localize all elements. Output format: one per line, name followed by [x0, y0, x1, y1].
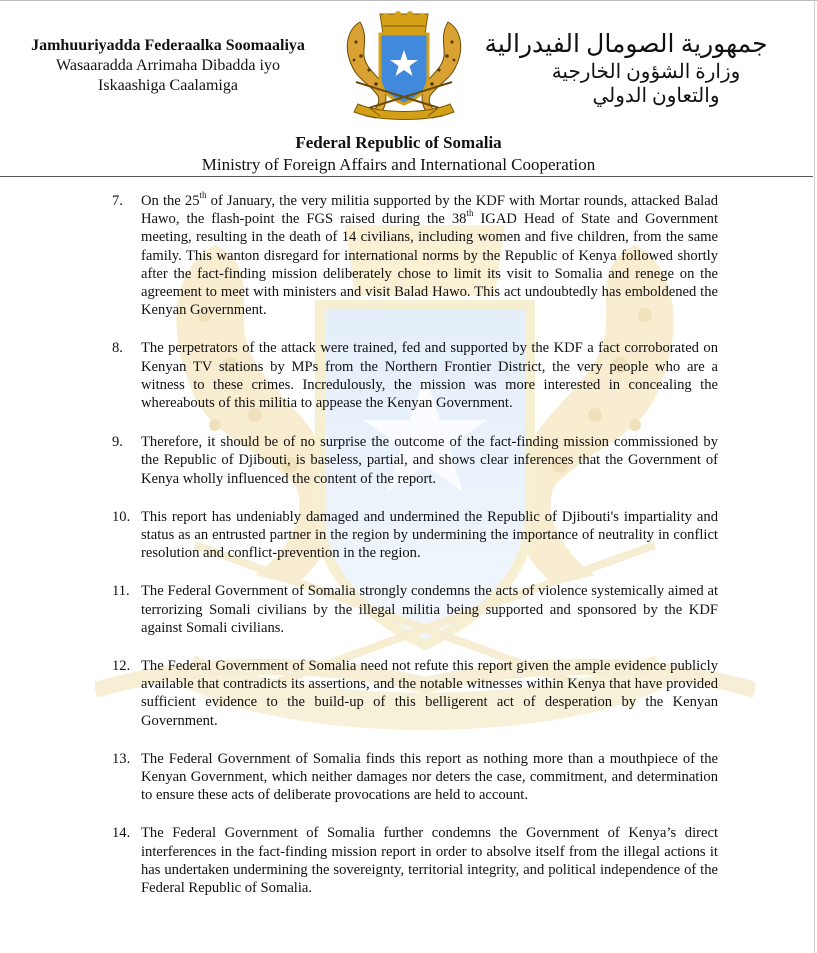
item-number: 12. — [112, 658, 131, 675]
english-state-name: Federal Republic of Somalia — [295, 133, 502, 152]
item-text: The Federal Government of Somalia finds this report as nothing more than a mouthpiece of the Kenyan Government, which neither damages nor deters the case, commitment, and determination to ensure these acts of deliberate provocations are held to account. — [141, 750, 718, 804]
arabic-state-name: جمهورية الصومال الفيدرالية — [484, 31, 768, 58]
ordinal-suffix: th — [199, 190, 207, 201]
item-number: 10. — [112, 508, 131, 525]
item-text: The Federal Government of Somalia need not refute this report given the ample evidence publicly available that contradicts its assertions, and the notable witnesses within Kenya that have provided sufficient evidence to the build-up of this belligerent act of desperation by the Kenyan Government. — [141, 658, 718, 729]
item-number: 8. — [112, 340, 123, 357]
item-number: 9. — [112, 434, 123, 451]
statement-item-14 — [112, 824, 718, 897]
statement-item-9 — [112, 433, 718, 488]
item-text: Therefore, it should be of no surprise the outcome of the fact-finding mission commissioned by the Republic of Djibouti, is baseless, partial, and shows clear inferences that the Government of Kenya wholly influenced the content of the report. — [141, 434, 718, 487]
item-text: The perpetrators of the attack were trained, fed and supported by the KDF a fact corroborated on Kenyan TV stations by MPs from the Northern Frontier District, the very people who are a witness to these crimes. Incredulously, the mission was more interested in concealing the whereabouts of this militia to appease the Kenyan Government. — [141, 340, 718, 412]
arabic-ministry-name-line1: وزارة الشؤون الخارجية — [551, 61, 741, 83]
somali-ministry-name-line2: Iskaashiga Caalamiga — [98, 77, 238, 94]
page-top-border — [0, 0, 817, 1]
statement-item-11 — [112, 582, 718, 637]
letterhead-arabic — [470, 30, 782, 108]
letterhead-somali — [18, 36, 318, 96]
item-text: The Federal Government of Somalia strongly condemns the acts of violence systemically aimed at terrorizing Somali civilians by the illegal militia being supported and sponsored by the KDF against Somali civilians. — [141, 583, 718, 636]
item-number: 13. — [112, 750, 131, 767]
english-ministry-name: Ministry of Foreign Affairs and International Cooperation — [201, 155, 596, 174]
statement-item-13 — [112, 750, 718, 805]
page-right-border — [814, 0, 815, 953]
letterhead-divider — [0, 176, 813, 177]
somalia-coat-of-arms-icon — [336, 8, 472, 124]
arabic-ministry-name-line2: والتعاون الدولي — [592, 85, 720, 107]
statement-item-7 — [112, 192, 718, 319]
ordinal-suffix: th — [466, 208, 474, 219]
item-number: 7. — [112, 193, 123, 209]
item-text-part: On the 25 — [141, 193, 200, 209]
statement-item-8 — [112, 339, 718, 412]
somali-state-name: Jamhuuriyadda Federaalka Soomaaliya — [31, 37, 305, 54]
item-number: 11. — [112, 583, 130, 600]
item-number: 14. — [112, 825, 131, 842]
item-text-part: IGAD Head of State and Government meeting, resulting in the death of 14 civilians, including women and five children, from the same family. This wanton disregard for international norms by the Republic of Kenya followed shortly after the fact-finding mission deliberately chose to limit its visit to Somalia and renege on the agreement to meet with ministers and visit Balad Hawo. This act undoubtedly has emboldened the Kenyan Government. — [141, 211, 719, 319]
statement-item-10 — [112, 508, 718, 563]
statement-list — [112, 192, 718, 897]
letterhead-english — [0, 132, 797, 176]
somali-ministry-name-line1: Wasaaradda Arrimaha Dibadda iyo — [56, 57, 280, 74]
item-text: This report has undeniably damaged and undermined the Republic of Djibouti's impartiality and status as an entrusted partner in the region by undermining the importance of neutrality in conflict resolution and conflict-prevention in the region. — [141, 508, 718, 562]
item-text-part: of January, the very militia supported by the KDF with Mortar rounds, attacked Balad Hawo, the flash-point the FGS raised during the 38 — [141, 193, 719, 228]
item-text — [141, 192, 718, 319]
statement-item-12 — [112, 657, 718, 730]
item-text: The Federal Government of Somalia further condemns the Government of Kenya’s direct interferences in the fact-finding mission report in order to absolve itself from the illegal actions it has undertaken undermining the sovereignty, territorial integrity, and political independence of the Federal Republic of Somalia. — [141, 825, 718, 897]
